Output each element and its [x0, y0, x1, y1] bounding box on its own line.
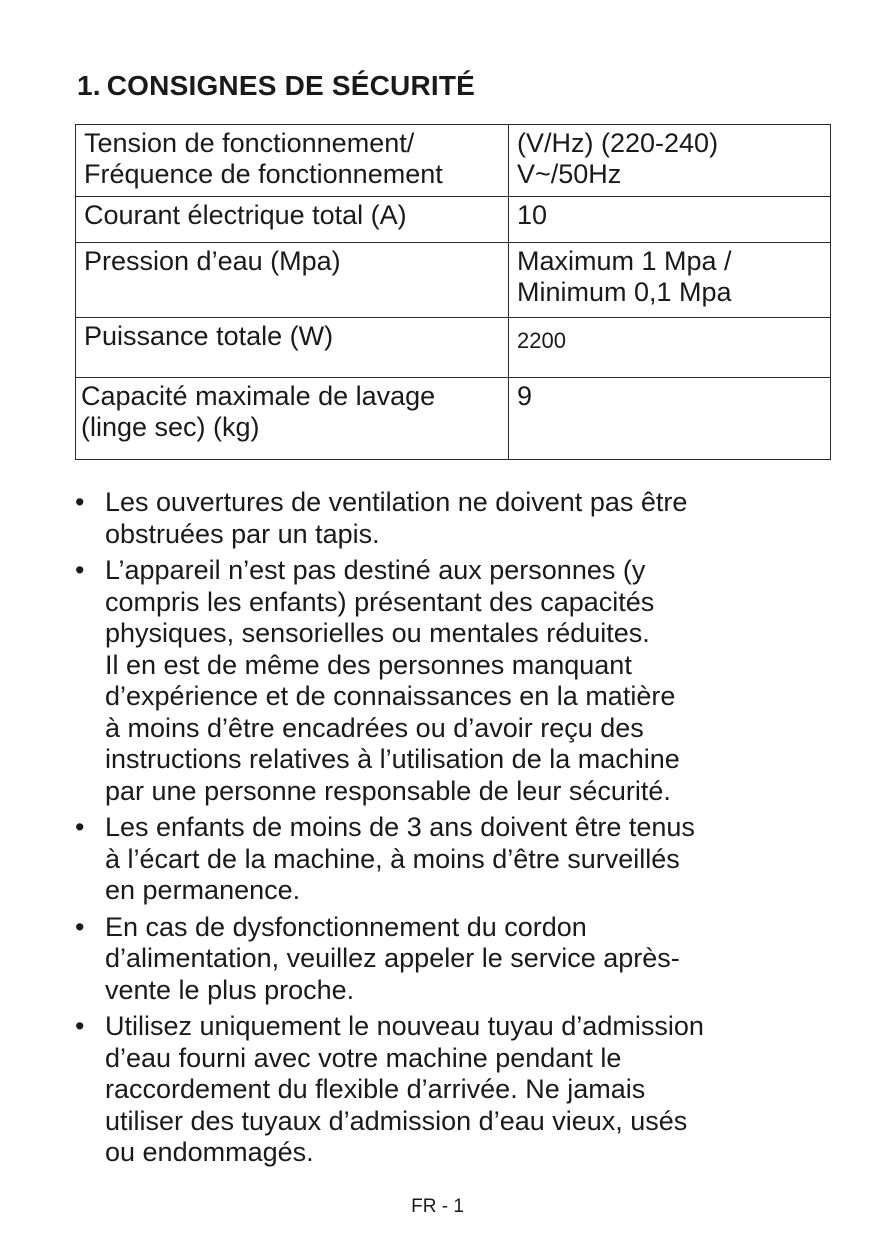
note-line: à l’écart de la machine, à moins d’être surveillés	[105, 843, 680, 874]
bullet-marker: •	[75, 487, 85, 517]
spec-label-voltage	[76, 125, 509, 197]
spec-value-current	[509, 197, 831, 243]
safety-notes-list	[75, 487, 815, 1174]
page-title	[77, 70, 475, 102]
specifications-table	[75, 124, 831, 460]
section-title-text: CONSIGNES DE SÉCURITÉ	[106, 70, 476, 101]
list-item-inlet-hose	[75, 1011, 815, 1169]
note-line: Les enfants de moins de 3 ans doivent être tenus	[105, 812, 695, 842]
spec-value-line: V~/50Hz	[517, 159, 622, 189]
note-line: Il en est de même des personnes manquant	[105, 649, 632, 680]
spec-label-line: (linge sec) (kg)	[81, 412, 260, 442]
spec-label-current	[76, 197, 509, 243]
spec-value-line: 2200	[517, 328, 566, 353]
spec-value-voltage	[509, 125, 831, 197]
note-line: instructions relatives à l’utilisation de la machine	[105, 744, 680, 774]
spec-value-line: 10	[517, 200, 548, 230]
note-line: L’appareil n’est pas destiné aux personnes (y	[105, 555, 646, 585]
spec-label-line: Puissance totale (W)	[84, 321, 334, 351]
note-line: d’eau fourni avec votre machine pendant le	[105, 1042, 622, 1073]
note-line: vente le plus proche.	[105, 974, 355, 1005]
spec-value-line: 9	[517, 381, 533, 411]
spec-value-total-power	[509, 318, 831, 378]
spec-value-line: Minimum 0,1 Mpa	[517, 277, 732, 307]
spec-label-line: Fréquence de fonctionnement	[84, 159, 443, 189]
note-line: en permanence.	[105, 875, 301, 905]
note-line: d’alimentation, veuillez appeler le service après-	[105, 943, 680, 973]
spec-value-line: Maximum 1 Mpa /	[517, 246, 732, 276]
bullet-marker: •	[75, 812, 85, 842]
spec-value-line: (V/Hz) (220-240)	[517, 128, 719, 158]
spec-value-water-pressure	[509, 243, 831, 318]
table-row-capacity	[76, 378, 831, 460]
spec-label-water-pressure	[76, 243, 509, 318]
list-item-ventilation	[75, 487, 815, 550]
note-line: En cas de dysfonctionnement du cordon	[105, 911, 587, 942]
page-number: FR - 1	[411, 1196, 464, 1217]
spec-value-capacity	[509, 378, 831, 460]
bullet-marker: •	[75, 555, 85, 585]
note-line: ou endommagés.	[105, 1137, 314, 1167]
spec-label-total-power	[76, 318, 509, 378]
note-line: physiques, sensorielles ou mentales réduites.	[105, 618, 650, 648]
list-item-children	[75, 812, 815, 907]
spec-label-line: Capacité maximale de lavage	[81, 381, 436, 411]
note-line: utiliser des tuyaux d’admission d’eau vieux, usés	[105, 1105, 688, 1136]
spec-label-line: Courant électrique total (A)	[84, 200, 407, 230]
note-line: par une personne responsable de leur sécurité.	[105, 775, 671, 806]
note-line: à moins d’être encadrées ou d’avoir reçu des	[105, 712, 644, 743]
spec-label-line: Pression d’eau (Mpa)	[84, 246, 341, 276]
list-item-power-cord	[75, 912, 815, 1007]
table-row-water-pressure	[76, 243, 831, 318]
note-line: d’expérience et de connaissances en la matière	[105, 681, 676, 711]
note-line: obstruées par un tapis.	[105, 518, 380, 549]
section-number: 1.	[77, 70, 101, 101]
note-line: Utilisez uniquement le nouveau tuyau d’admission	[105, 1011, 704, 1041]
note-line: compris les enfants) présentant des capacités	[105, 586, 655, 617]
note-line: Les ouvertures de ventilation ne doivent pas être	[105, 487, 688, 517]
spec-label-line: Tension de fonctionnement/	[84, 128, 415, 158]
table-row-total-power	[76, 318, 831, 378]
note-line: raccordement du flexible d’arrivée. Ne jamais	[105, 1074, 646, 1104]
bullet-marker: •	[75, 911, 85, 942]
bullet-marker: •	[75, 1011, 85, 1041]
spec-label-capacity	[76, 378, 509, 460]
list-item-reduced-capacities	[75, 555, 815, 807]
table-row-current	[76, 197, 831, 243]
table-row-voltage	[76, 125, 831, 197]
